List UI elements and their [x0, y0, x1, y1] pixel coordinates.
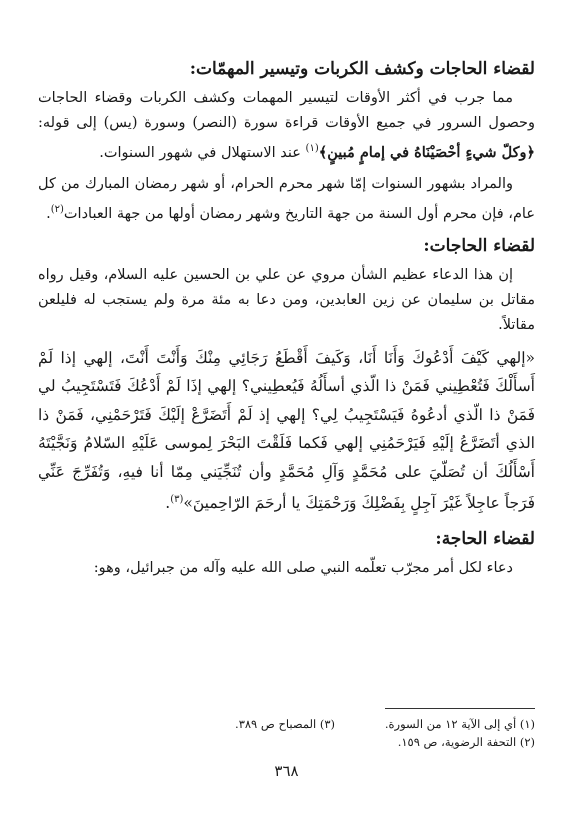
quran-verse: ﴿وكلّ شيءٍ أحْصَيْنَاهُ في إمامٍ مُبينٍ﴾	[318, 143, 535, 161]
paragraph-4: دعاء لكل أمر مجرّب تعلّمه النبي صلى الله عليه وآله من جبرائيل، وهو:	[93, 559, 513, 576]
paragraph-1-text-a: مما جرب في أكثر الأوقات لتيسير المهمات وكشف الكربات وقضاء الحاجات وحصول السرور في جميع الأوقات قراءة سورة (النصر) وسورة (يس) إلى قوله:	[38, 90, 535, 131]
paragraph-1	[38, 86, 535, 166]
paragraph-2-text: والمراد بشهور السنوات إمّا شهر محرم الحرام، أو شهر رمضان المبارك من كل عام، فإن محرم أول السنة من جهة التاريخ وشهر رمضان أولها من جهة العبادات	[38, 175, 535, 222]
prayer-text	[38, 344, 535, 518]
section-heading-3: لقضاء الحاجة:	[435, 528, 535, 549]
footnote-row-2	[38, 733, 535, 751]
footnote-divider	[385, 708, 535, 709]
paragraph-2	[38, 172, 535, 227]
prayer-end: .	[165, 494, 171, 513]
paragraph-2-end: .	[46, 205, 51, 222]
section-heading-1: لقضاء الحاجات وكشف الكربات وتيسير المهمّات:	[189, 59, 535, 79]
page-body	[38, 56, 535, 587]
section-heading-2: لقضاء الحاجات:	[423, 235, 535, 256]
footnote-3: (٣) المصباح ص ٣٨٩.	[235, 717, 335, 731]
footnotes	[38, 708, 535, 751]
footnote-ref-3: (٣)	[170, 494, 184, 506]
footnote-row-1	[38, 715, 535, 733]
footnote-1: (١) أي إلى الآية ١٢ من السورة.	[384, 717, 535, 731]
footnote-2: (٢) التحفة الرضوية، ص ١٥٩.	[397, 735, 535, 749]
page-number: ٣٦٨	[274, 762, 299, 780]
paragraph-3: إن هذا الدعاء عظيم الشأن مروي عن علي بن الحسين عليه السلام، وقيل رواه مقاتل بن سليمان عن زين العابدين، ومن دعا به مئة مرة ولم يستجب له فليلعن مقاتلاً.	[38, 266, 535, 333]
footnote-ref-2: (٢)	[50, 203, 64, 215]
paragraph-1-text-b: عند الاستهلال في شهور السنوات.	[99, 144, 306, 161]
prayer-body: «إلهي كَيْفَ أَدْعُوكَ وَأَنَا أَنَا، وَكَيفَ أَقْطَعُ رَجَائِي مِنْكَ وَأَنْتَ أَنْتَ، إلهي إذا لَمْ أَسأَلْكَ فَتُعْطِيني فَمَنْ ذا الّذي أسأَلُهُ فَيُعطِيني؟ إلهي إذَا لَمْ أَدْعُكَ فَتَسْتَجِيبُ لي فَمَنْ ذا الّذي أدعُوهُ فَيَسْتَجِيبُ لِي؟ إلهي إذ لَمْ أَتَضَرَّعْ إلَيْكَ فَتَرْحَمْنِي، فَمَنْ ذا الذي أتَضَرَّعُ إلَيْهِ فَيَرْحَمُنِي إلهي فَكما فَلَقْتَ البَحْرَ لِموسى عَلَيْهِ السّلامُ وَنَجَّيْتَهُ أَسْأَلُكَ أن تُصَلّيَ على مُحَمَّدٍ وَآلِ مُحَمَّدٍ وأن تُنَجِّيَني مِمّا أنا فيهِ، وَتُفَرِّجَ عَنِّي فَرَجاً عاجِلاً غَيْرَ آجِلٍ بِفَضْلِكَ وَرَحْمَتِكَ يا أرحَمَ الرّاحِمينَ»	[38, 348, 535, 513]
footnote-ref-1: (١)	[305, 143, 319, 154]
